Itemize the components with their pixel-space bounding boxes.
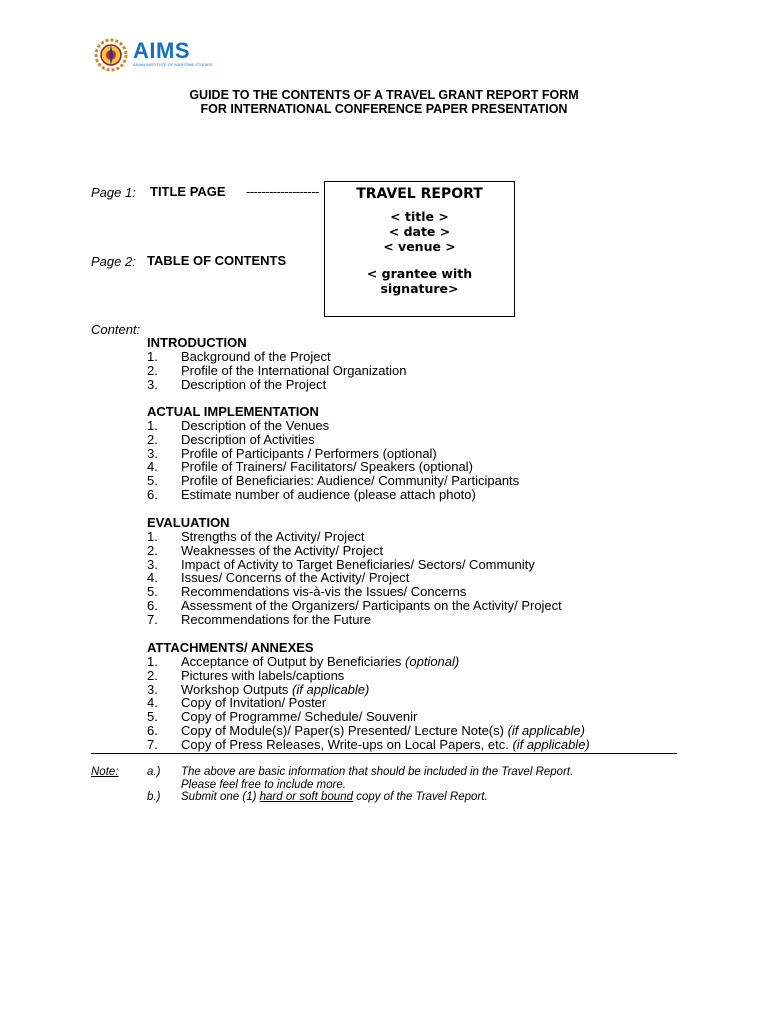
divider bbox=[91, 753, 677, 754]
doc-title-line2: FOR INTERNATIONAL CONFERENCE PAPER PRESENTATION bbox=[200, 102, 568, 116]
note-label: Note: bbox=[91, 766, 119, 778]
list-item: 6. Assessment of the Organizers/ Participants on the Activity/ Project bbox=[147, 597, 562, 613]
list-item: 2. Description of Activities bbox=[147, 431, 315, 447]
emblem-icon bbox=[93, 37, 129, 73]
list-item: 3. Workshop Outputs (if applicable) bbox=[147, 681, 370, 697]
list-item: 3. Impact of Activity to Target Beneficiaries/ Sectors/ Community bbox=[147, 556, 535, 572]
page2-name: TABLE OF CONTENTS bbox=[147, 253, 287, 268]
list-item: 1. Background of the Project bbox=[147, 349, 331, 364]
section-heading: ACTUAL IMPLEMENTATION bbox=[147, 404, 319, 419]
list-item: 4. Profile of Trainers/ Facilitators/ Speakers (optional) bbox=[147, 459, 473, 475]
note-a: a.) The above are basic information that should be included in the Travel Report. bbox=[147, 766, 574, 778]
report-box-grantee-line1: < grantee with bbox=[366, 266, 473, 281]
list-item: 5. Profile of Beneficiaries: Audience/ Community/ Participants bbox=[147, 473, 520, 489]
report-box-grantee-line2: signature> bbox=[380, 281, 459, 296]
section-heading: EVALUATION bbox=[147, 515, 230, 530]
note-b: b.) Submit one (1) hard or soft bound copy of the Travel Report. bbox=[147, 791, 488, 803]
list-item: 6. Estimate number of audience (please attach photo) bbox=[147, 486, 476, 502]
list-item: 2. Profile of the International Organization bbox=[147, 362, 407, 378]
doc-title-line1: GUIDE TO THE CONTENTS OF A TRAVEL GRANT REPORT FORM bbox=[189, 88, 579, 102]
report-box-date-placeholder: < date > bbox=[388, 224, 451, 239]
report-box-title: TRAVEL REPORT bbox=[356, 186, 483, 202]
section-evaluation bbox=[147, 516, 667, 627]
content-label: Content: bbox=[91, 322, 141, 337]
list-item: 5. Copy of Programme/ Schedule/ Souvenir bbox=[147, 709, 418, 725]
list-item: 3. Description of the Project bbox=[147, 376, 327, 392]
page1-label: Page 1: bbox=[91, 185, 136, 200]
section-heading: ATTACHMENTS/ ANNEXES bbox=[147, 640, 314, 655]
list-item: 2. Weaknesses of the Activity/ Project bbox=[147, 542, 384, 558]
report-box-venue-placeholder: < venue > bbox=[383, 239, 456, 254]
page2-label: Page 2: bbox=[91, 254, 136, 269]
travel-report-box bbox=[324, 181, 515, 317]
list-item: 1. Description of the Venues bbox=[147, 418, 330, 433]
list-item: 3. Profile of Participants / Performers (optional) bbox=[147, 445, 437, 461]
list-item: 4. Issues/ Concerns of the Activity/ Project bbox=[147, 570, 410, 586]
logo-text: AIMS bbox=[133, 38, 190, 63]
list-item: 4. Copy of Invitation/ Poster bbox=[147, 695, 327, 711]
logo-subtitle: ASIAN INSTITUTE OF MARITIME STUDIES bbox=[133, 62, 213, 67]
list-item: 5. Recommendations vis-à-vis the Issues/ Concerns bbox=[147, 584, 467, 600]
section-heading: INTRODUCTION bbox=[147, 335, 247, 350]
page1-dashes: ------------------- bbox=[246, 184, 319, 199]
section-actual-implementation bbox=[147, 405, 667, 502]
list-item: 7. Copy of Press Releases, Write-ups on Local Papers, etc. (if applicable) bbox=[147, 736, 590, 752]
report-box-title-placeholder: < title > bbox=[390, 209, 449, 224]
list-item: 7. Recommendations for the Future bbox=[147, 611, 372, 627]
list-item: 1. Strengths of the Activity/ Project bbox=[147, 529, 365, 544]
list-item: 1. Acceptance of Output by Beneficiaries (optional) bbox=[147, 654, 460, 669]
section-introduction bbox=[147, 336, 667, 391]
list-item: 2. Pictures with labels/captions bbox=[147, 667, 345, 683]
section-attachments bbox=[147, 641, 667, 752]
list-item: 6. Copy of Module(s)/ Paper(s) Presented/ Lecture Note(s) (if applicable) bbox=[147, 722, 585, 738]
note-a-continued: Please feel free to include more. bbox=[181, 779, 346, 791]
page1-name: TITLE PAGE bbox=[150, 184, 226, 199]
